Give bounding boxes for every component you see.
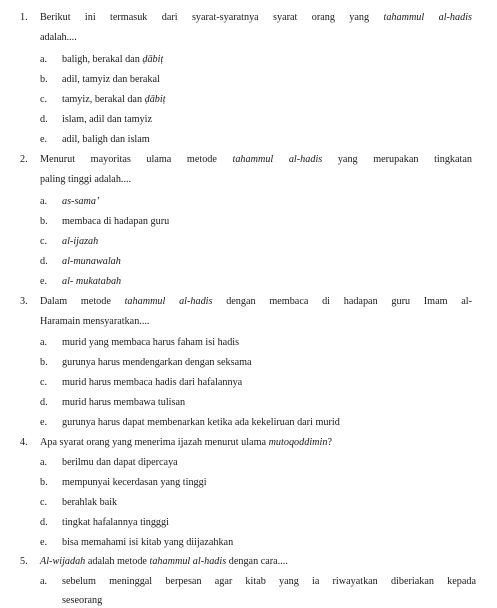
question-number: 2. [20, 154, 28, 165]
option-5a[interactable]: a. sebelum meninggal berpesan agar kitab yang ia riwayatkan diberiakan kepada [40, 576, 476, 587]
question-4 [20, 436, 472, 449]
question-2 [20, 153, 472, 186]
option-5a-continued: seseorang [62, 595, 103, 606]
question-5 [20, 555, 472, 568]
option-1b[interactable]: b. adil, tamyiz dan berakal [40, 74, 160, 85]
question-text-continued: adalah.... [40, 32, 77, 43]
option-4c[interactable]: c. berahlak baik [40, 497, 118, 508]
option-3a[interactable]: a. murid yang membaca harus faham isi hadis [40, 337, 240, 348]
option-1c[interactable]: c. tamyiz, berakal dan ḍābiṭ [40, 94, 166, 105]
question-number: 5. [20, 556, 28, 567]
option-2e[interactable]: e. al- mukatabah [40, 276, 122, 287]
option-2d[interactable]: d. al-munawalah [40, 256, 121, 267]
option-3e[interactable]: e. gurunya harus dapat membenarkan ketika ada kekeliruan dari murid [40, 417, 340, 428]
option-4a[interactable]: a. berilmu dan dapat dipercaya [40, 457, 178, 468]
option-2a[interactable]: a. as-sama’ [40, 196, 100, 207]
option-3d[interactable]: d. murid harus membawa tulisan [40, 397, 186, 408]
question-number: 3. [20, 296, 28, 307]
option-4d[interactable]: d. tingkat hafalannya tingggi [40, 517, 169, 528]
question-text: Dalam metode tahammul al-hadis dengan membaca di hadapan guru Imam al- [40, 296, 473, 307]
question-3 [20, 295, 472, 328]
option-3b[interactable]: b. gurunya harus mendengarkan dengan seksama [40, 357, 252, 368]
question-text: Al-wijadah adalah metode tahammul al-hadis dengan cara.... [40, 556, 288, 567]
option-2c[interactable]: c. al-ijazah [40, 236, 99, 247]
option-1a[interactable]: a. baligh, berakal dan ḍābiṭ [40, 54, 164, 65]
question-text: Apa syarat orang yang menerima ijazah menurut ulama mutoqoddimin? [40, 437, 332, 448]
option-1e[interactable]: e. adil, baligh dan islam [40, 134, 150, 145]
question-text-continued: Haramain mensyaratkan.... [40, 316, 150, 327]
question-text-continued: paling tinggi adalah.... [40, 174, 132, 185]
option-4b[interactable]: b. mempunyai kecerdasan yang tinggi [40, 477, 207, 488]
option-2b[interactable]: b. membaca di hadapan guru [40, 216, 170, 227]
question-number: 4. [20, 437, 28, 448]
question-text: Berikut ini termasuk dari syarat-syaratnya syarat orang yang tahammul al-hadis [40, 12, 472, 23]
question-text: Menurut mayoritas ulama metode tahammul al-hadis yang merupakan tingkatan [40, 154, 472, 165]
option-1d[interactable]: d. islam, adil dan tamyiz [40, 114, 152, 125]
option-4e[interactable]: e. bisa memahami isi kitab yang diijazahkan [40, 537, 234, 548]
question-1 [20, 11, 472, 44]
option-3c[interactable]: c. murid harus membaca hadis dari hafalannya [40, 377, 243, 388]
question-number: 1. [20, 12, 28, 23]
